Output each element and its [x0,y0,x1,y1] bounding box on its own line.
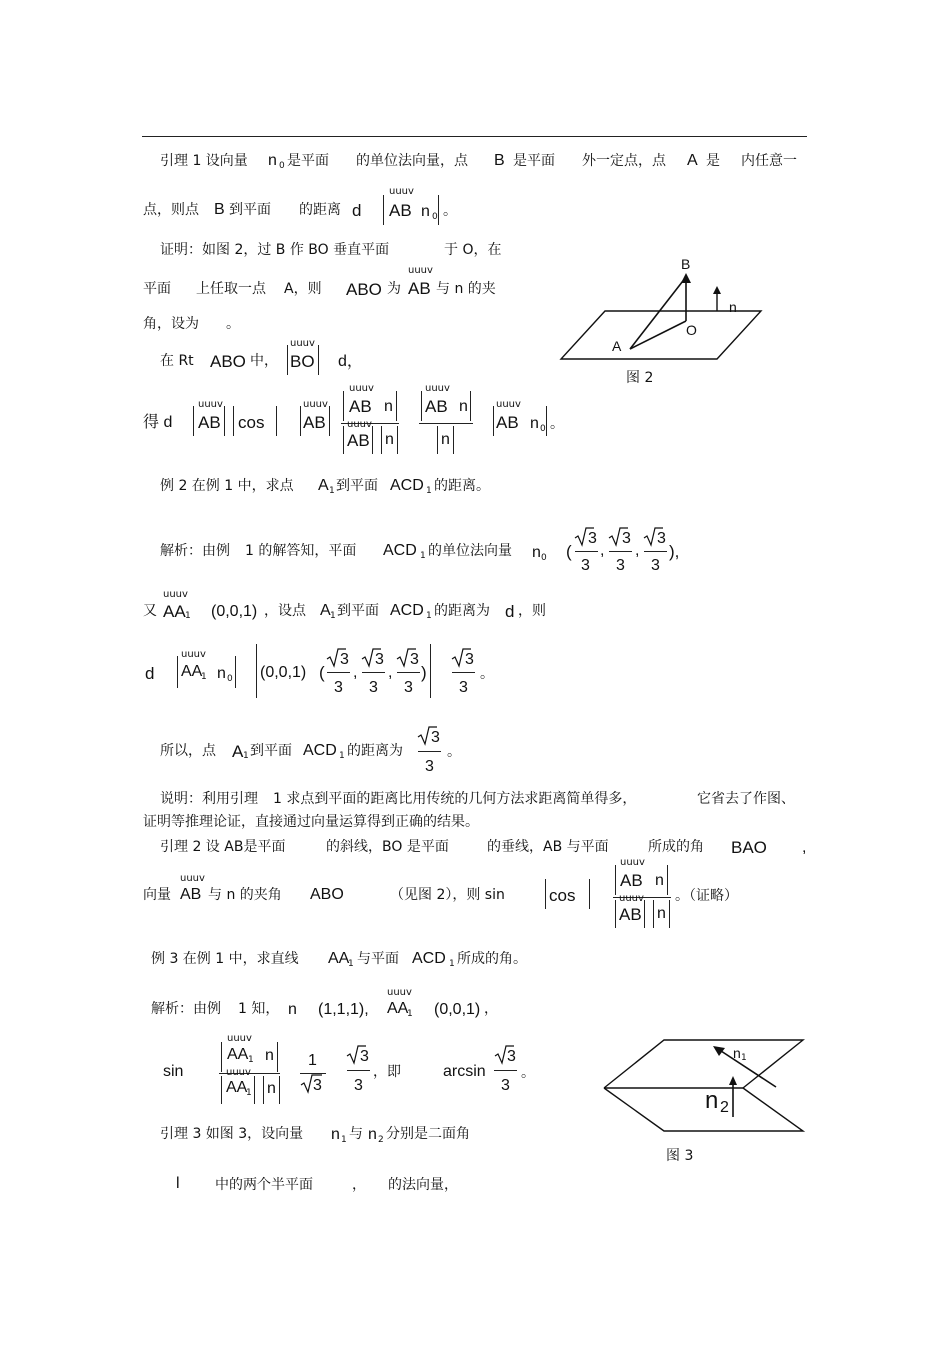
proof-text: 证明：如图 2，过 B 作 BO 垂直平面 [160,242,390,258]
proof-text: BO [290,352,315,371]
lemma1-text: AB [389,201,412,220]
proof-text: n [384,398,393,415]
example-text: A [320,602,331,619]
fraction-line [362,672,385,673]
abs-bar [235,656,236,688]
abs-bar [263,1076,264,1104]
lemma3-text: 与 [349,1126,363,1142]
lemma1-text: 0 [279,161,285,171]
comma: , [353,664,358,681]
figure-label: A [612,338,622,354]
example-text: 到平面 [337,603,379,619]
note-text: 说明：利用引理 [160,791,258,807]
figure-label: 2 [720,1099,729,1116]
plane-alpha [561,311,761,359]
lemma3-text: l [176,1175,180,1192]
lemma1-text: 引理 1 设向量 [160,153,248,169]
proof-text: 得 d [143,414,173,431]
example-text: sin [163,1063,184,1080]
top-rule [142,136,807,137]
example-text: 1 [185,611,191,621]
fraction-denominator: 3 [354,1077,363,1094]
example-text: 1 [329,486,335,496]
example-text: 解析：由例 [151,1001,221,1017]
fraction-numerator: 3 [340,651,349,668]
note-text: 证明等推理论证，直接通过向量运算得到正确的结果。 [143,814,479,830]
example-text: 又 [143,603,157,619]
example-text: A [232,742,244,761]
vector-arrow-mark: uuuv [198,399,223,410]
proof-text: n [459,398,468,415]
fraction-line [644,551,667,552]
example-text: n [532,544,541,561]
vector-arrow-mark: uuuv [425,383,450,394]
fraction-denominator: 3 [459,679,468,696]
lemma1-text: 0 [432,212,438,222]
fraction-line [347,1070,370,1071]
example-text: n [265,1047,274,1064]
abs-bar [546,406,547,436]
abs-bar [343,426,344,454]
segment-AB [630,277,686,349]
fraction-denominator: 3 [581,557,590,574]
abs-bar [653,900,654,928]
vector-arrow-mark: uuuv [290,338,315,349]
vector-arrow-mark: uuuv [620,857,645,868]
proof-text: cos [238,413,265,432]
example-text: (1,1,1), [318,1001,369,1018]
example-text: n [267,1080,276,1097]
lemma1-text: 点，则点 [143,202,199,218]
arrowhead-icon [729,1076,737,1085]
fraction-line [575,551,598,552]
example-text: ACD [383,542,417,559]
fraction-line [494,1070,517,1071]
fraction-numerator: 3 [657,530,666,547]
abs-bar [221,1042,222,1072]
proof-text: AB [303,413,326,432]
fraction-denominator: 3 [501,1077,510,1094]
lemma2-text: AB [180,886,202,903]
lemma2-text: 向量 [143,887,171,903]
example-text: 的距离。 [434,478,490,494]
example-text: (0,0,1) [211,603,258,620]
comma: , [388,664,393,681]
example-text: 。 [521,1065,535,1081]
example-text: 到平面 [336,478,378,494]
fraction-numerator: 3 [431,729,440,746]
fraction-numerator: 3 [507,1048,516,1065]
lemma1-text: 。 [443,203,457,219]
proof-text: AB [349,397,372,416]
abs-bar [667,865,668,895]
example-text: 1 [248,1055,254,1065]
example-text: 1 [201,672,207,682]
proof-text: 与 n 的夹 [436,281,496,297]
example-text: AA [181,663,203,680]
lemma2-text: ABO [310,886,344,903]
abs-bar [589,879,590,909]
upper-half-plane [604,1040,803,1088]
example-text: 例 2 在例 1 中，求点 [160,478,294,494]
fraction-line [609,551,632,552]
figure-2-diagram [555,255,770,370]
example-text: 解析：由例 [160,543,230,559]
example-text: 1 [420,551,426,561]
fraction-numerator: 3 [622,530,631,547]
example-text: 。 [480,666,494,682]
lemma3-text: ， [352,1177,366,1193]
example-text: n [288,1001,297,1018]
proof-text: AB [408,279,431,298]
abs-bar [430,644,431,698]
example-text: AA [227,1046,249,1063]
abs-bar [318,345,319,375]
abs-bar [437,426,438,454]
example-text: ACD [390,477,424,494]
example-text: 与平面 [357,951,399,967]
abs-bar [193,406,194,436]
example-text: AA [163,602,186,621]
lower-half-plane [604,1088,803,1131]
lemma2-text: AB [619,905,642,924]
example-text: 到平面 [250,743,292,759]
comma: , [600,542,605,559]
example-text: 所成的角。 [457,951,527,967]
abs-bar [669,900,670,928]
vector-arrow-mark: uuuv [349,383,374,394]
example-text: ), [669,542,680,561]
figure-label: 1 [741,1053,747,1063]
lemma1-text: 的距离 [299,202,341,218]
example-text: AA [328,950,350,967]
lemma1-text: 是平面 [513,153,555,169]
fraction-denominator: 3 [404,679,413,696]
example-text: ) [421,663,427,682]
fraction-denominator: 3 [651,557,660,574]
abs-bar [256,644,257,698]
abs-bar [177,656,178,688]
fraction-line [418,751,441,752]
example-text: 例 3 在例 1 中，求直线 [151,951,299,967]
proof-text: 。 [226,316,240,332]
lemma3-text: 的法向量， [388,1177,458,1193]
fraction-denominator: 3 [369,679,378,696]
proof-text: n [441,431,450,448]
fraction-denominator: 3 [425,758,434,775]
fraction-line [452,672,475,673]
abs-bar [470,391,471,421]
vector-arrow-mark: uuuv [389,186,414,197]
abs-bar [453,426,454,454]
vector-arrow-mark: uuuv [408,265,433,276]
abs-bar [254,1076,255,1104]
lemma2-text: cos [549,886,576,905]
vector-arrow-mark: uuuv [387,987,412,998]
figure-caption: 图 2 [626,370,654,386]
proof-text: AB [425,397,448,416]
abs-bar [343,391,344,421]
abs-bar [221,1076,222,1104]
lemma1-text: 外一定点，点 [582,153,666,169]
arrowhead-icon [681,273,691,283]
proof-text: 上任取一点 [196,281,266,297]
lemma3-text: 分别是二面角 [386,1126,470,1142]
example-text: d [145,664,155,683]
example-text: d [505,602,515,621]
proof-text: ABO [210,352,246,371]
abs-bar [329,406,330,436]
example-text: arcsin [443,1063,486,1080]
example-text: 1 [426,486,432,496]
abs-bar [615,900,616,928]
abs-bar [396,391,397,421]
example-text: ( [319,663,325,682]
lemma2-text: （见图 2），则 sin [390,887,505,903]
arrowhead-icon [713,286,721,294]
example-text: ACD [390,602,424,619]
lemma2-text: n [655,872,664,889]
example-text: 。 [447,744,461,760]
figure-label: n [729,299,737,315]
example-text: 的距离为 [434,603,490,619]
proof-text: A，则 [284,281,322,297]
example-text: 1 知， [238,1001,280,1017]
lemma2-text: 所成的角 [648,839,704,855]
example-text: 1 [449,959,455,969]
lemma1-text: 是 [706,153,720,169]
example-text: 0 [541,553,547,563]
figure-label: n [705,1087,719,1114]
lemma3-text: 引理 3 如图 3，设向量 [160,1126,304,1142]
proof-text: 在 Rt [160,353,194,369]
figure-label: B [681,256,691,272]
proof-text: d， [338,353,363,370]
abs-bar [279,1076,280,1104]
lemma1-text: 是平面 [287,153,329,169]
example-text: 0 [227,674,233,684]
example-text: 的单位法向量 [428,543,512,559]
lemma2-text: 引理 2 设 AB是平面 [160,839,286,855]
proof-text: AB [496,413,519,432]
lemma2-text: 的斜线，BO 是平面 [326,839,449,855]
abs-bar [545,879,546,909]
lemma1-text: 的单位法向量，点 [356,153,468,169]
proof-text: 平面 [143,281,171,297]
proof-text: 。 [550,416,564,432]
lemma2-text: 与 n 的夹角 [208,887,282,903]
lemma3-text: 2 [378,1135,384,1145]
lemma1-text: 到平面 [229,202,271,218]
fraction-numerator: 3 [588,530,597,547]
abs-bar [381,426,382,454]
example-text: AA [387,1000,409,1017]
vector-arrow-mark: uuuv [163,589,188,600]
example-text: 1 [426,611,432,621]
lemma1-text: 内任意一 [741,153,797,169]
lemma2-text: , [802,839,807,856]
vector-arrow-mark: uuuv [227,1033,252,1044]
fraction-numerator: 3 [410,651,419,668]
example-text: 1 [407,1009,413,1019]
figure-3-diagram [600,1035,810,1135]
abs-bar [438,195,439,225]
abs-bar [300,406,301,436]
note-text: 它省去了作图、 [697,791,795,807]
example-text: (0,0,1) [434,1001,481,1018]
abs-bar [644,900,645,928]
vector-arrow-mark: uuuv [347,419,372,430]
example-text: ，即 [373,1064,401,1080]
fraction-line [327,672,350,673]
abs-bar [287,345,288,375]
proof-text: 中， [250,353,278,369]
lemma1-text: A [687,152,698,169]
vector-arrow-mark: uuuv [181,649,206,660]
example-text: ACD [303,742,337,759]
lemma2-text: n [657,905,666,922]
proof-text: 于 O，在 [444,242,502,258]
note-text: 1 求点到平面的距离比用传统的几何方法求距离简单得多， [273,791,637,807]
example-text: ，则 [518,603,546,619]
fraction-denominator: 3 [616,557,625,574]
lemma3-text: n [368,1126,377,1143]
example-text: 所以，点 [160,743,216,759]
abs-bar [372,426,373,454]
example-text: (0,0,1) [260,664,307,681]
lemma3-text: n [331,1126,340,1143]
lemma1-text: B [494,152,505,169]
fraction-denominator: 3 [313,1077,322,1094]
fraction-line [397,672,420,673]
lemma1-text: n [268,152,277,169]
example-text: A [318,477,329,494]
lemma3-text: 1 [341,1135,347,1145]
example-text: 1 [339,751,345,761]
example-text: 的距离为 [347,743,403,759]
example-text: 1 [243,751,249,761]
fraction-numerator: 1 [308,1052,317,1069]
proof-text: 0 [540,424,546,434]
figure-caption: 图 3 [666,1148,694,1164]
abs-bar [233,406,234,436]
example-text: n [217,665,226,682]
proof-text: n [385,431,394,448]
abs-bar [276,406,277,436]
vector-arrow-mark: uuuv [619,893,644,904]
abs-bar [615,865,616,895]
arrowhead-icon [713,1046,725,1056]
example-text: 1 [348,959,354,969]
figure-label: O [686,322,697,338]
vector-arrow-mark: uuuv [180,873,205,884]
vector-arrow-mark: uuuv [496,399,521,410]
example-text: ACD [412,950,446,967]
abs-bar [421,391,422,421]
proof-text: ABO [346,280,382,299]
proof-text: 角，设为 [143,316,199,332]
example-text: 1 [246,1088,252,1098]
vector-arrow-mark: uuuv [303,399,328,410]
abs-bar [397,426,398,454]
example-text: AA [226,1079,248,1096]
fraction-denominator: 3 [334,679,343,696]
fraction-numerator: 3 [360,1048,369,1065]
example-text: ，设点 [264,603,306,619]
abs-bar [383,195,384,225]
proof-text: AB [198,413,221,432]
lemma2-text: 。（证略） [675,888,738,904]
abs-bar [493,406,494,436]
fraction-numerator: 3 [465,651,474,668]
lemma2-text: AB [620,871,643,890]
lemma1-text: d [352,201,362,220]
lemma2-text: BAO [731,838,767,857]
example-text: ( [566,542,572,561]
segment-AO [630,321,686,349]
proof-text: 为 [387,281,401,297]
proof-text: n [530,415,539,432]
figure-label: n [733,1045,741,1061]
lemma1-text: B [214,201,225,218]
lemma1-text: n [421,203,430,220]
example-text: 1 [330,611,336,621]
comma: , [635,542,640,559]
example-text: 1 的解答知，平面 [245,543,357,559]
fraction-numerator: 3 [375,651,384,668]
lemma3-text: 中的两个半平面 [215,1177,313,1193]
fraction-line [419,423,473,424]
example-text: ， [484,1001,498,1017]
lemma2-text: 的垂线，AB 与平面 [487,839,609,855]
vector-arrow-mark: uuuv [226,1067,251,1078]
abs-bar [277,1042,278,1072]
proof-text: AB [347,431,370,450]
abs-bar [224,406,225,436]
